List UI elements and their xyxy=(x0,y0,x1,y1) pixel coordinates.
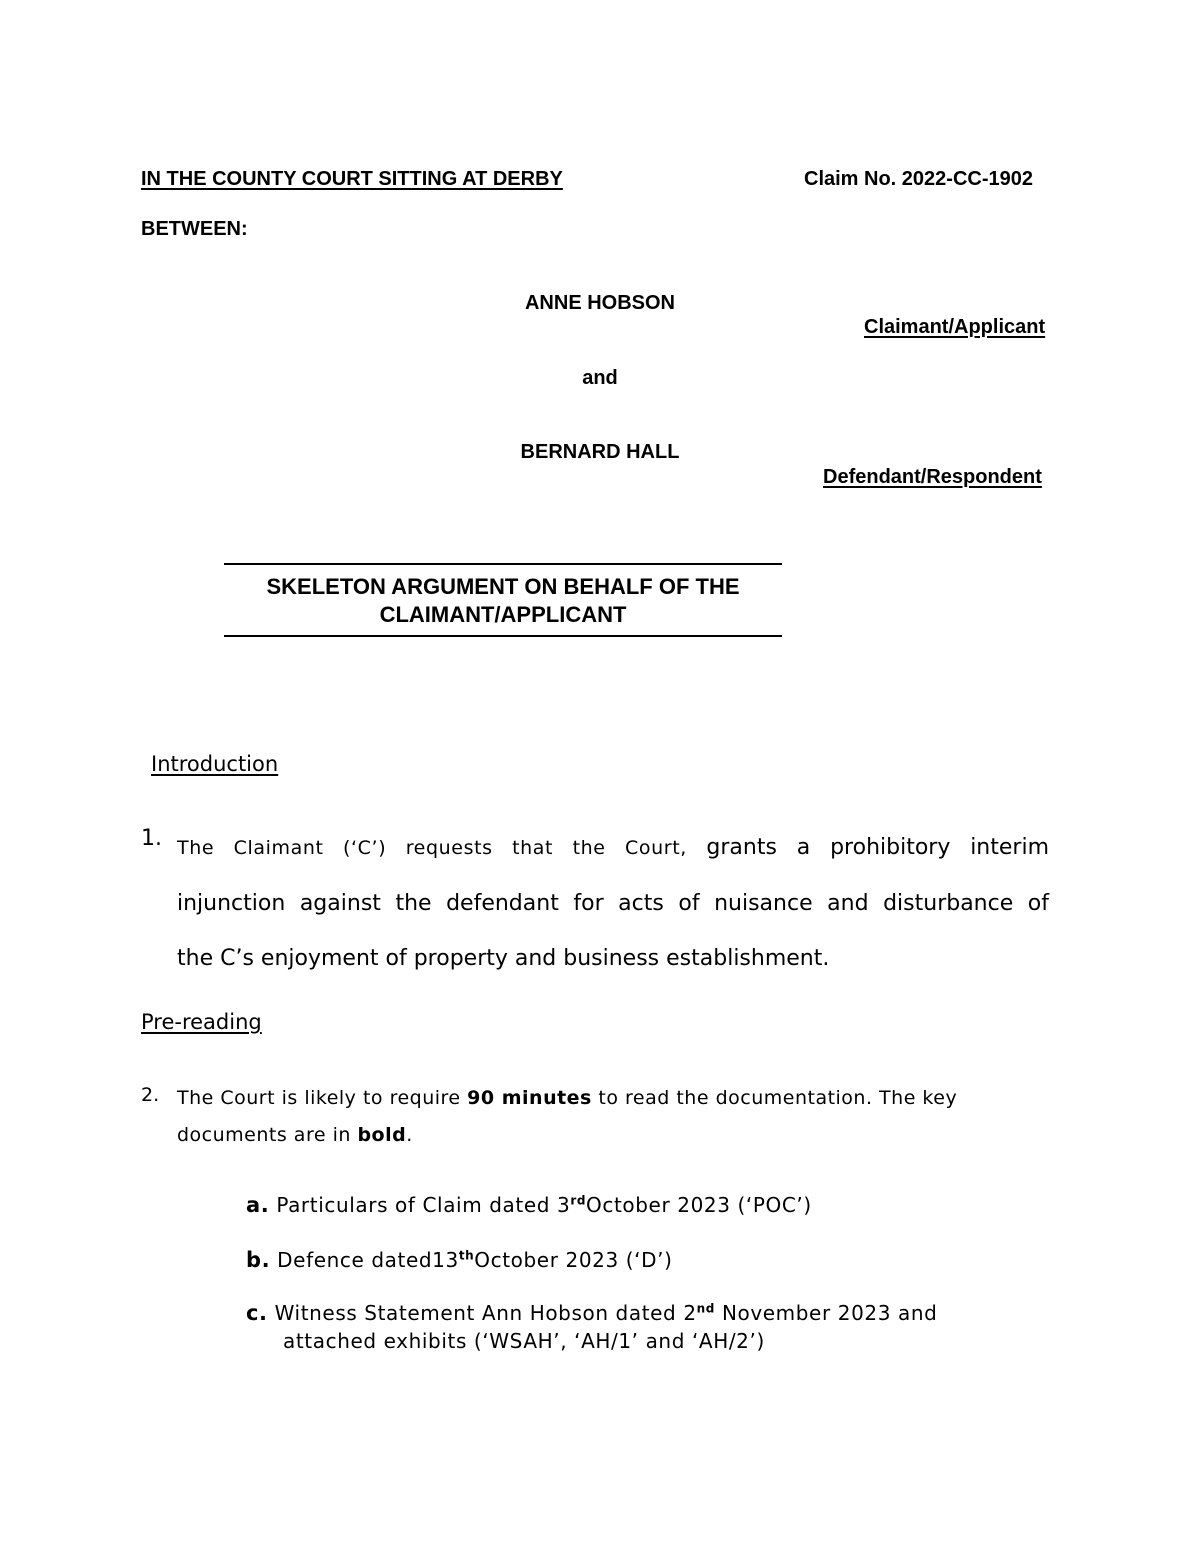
paragraph-1-line-1: The Claimant (‘C’) requests that the Court, grants a prohibitory interim xyxy=(177,835,1050,860)
pre-reading-heading: Pre-reading xyxy=(141,1010,262,1034)
document-title-line-2: CLAIMANT/APPLICANT xyxy=(379,602,627,627)
defendant-role: Defendant/Respondent xyxy=(823,466,1042,488)
list-item-continuation: attached exhibits (‘WSAH’, ‘AH/1’ and ‘AH/2’) xyxy=(283,1329,765,1353)
and-separator: and xyxy=(582,367,618,389)
between-label: BETWEEN: xyxy=(141,218,248,240)
bold-word: bold xyxy=(357,1124,407,1146)
paragraph-1 xyxy=(177,820,1049,986)
claimant-name: ANNE HOBSON xyxy=(524,292,675,314)
title-rule-top xyxy=(224,563,782,565)
document-title xyxy=(224,573,782,629)
paragraph-2-number: 2. xyxy=(141,1084,160,1106)
claim-number: Claim No. 2022-CC-1902 xyxy=(804,168,1033,190)
list-item: a. Particulars of Claim dated 3rdOctober 2023 (‘POC’) xyxy=(246,1193,812,1217)
paragraph-1-line-2: injunction against the defendant for acts of nuisance and disturbance of xyxy=(177,891,1049,916)
paragraph-1-line-3: the C’s enjoyment of property and business establishment. xyxy=(177,946,830,971)
introduction-heading: Introduction xyxy=(151,752,279,776)
list-item: b. Defence dated13thOctober 2023 (‘D’) xyxy=(246,1248,673,1272)
defendant-name: BERNARD HALL xyxy=(520,441,680,463)
claimant-role: Claimant/Applicant xyxy=(864,316,1046,338)
paragraph-1-number: 1. xyxy=(141,826,162,851)
list-item: c. Witness Statement Ann Hobson dated 2nd November 2023 and xyxy=(246,1301,938,1325)
document-title-line-1: SKELETON ARGUMENT ON BEHALF OF THE xyxy=(266,574,740,599)
title-rule-bottom xyxy=(224,635,782,637)
reading-time: 90 minutes xyxy=(467,1087,592,1109)
paragraph-2: The Court is likely to require 90 minutes to read the documentation. The key documents are in bold. xyxy=(177,1087,958,1146)
court-heading: IN THE COUNTY COURT SITTING AT DERBY xyxy=(141,168,563,190)
